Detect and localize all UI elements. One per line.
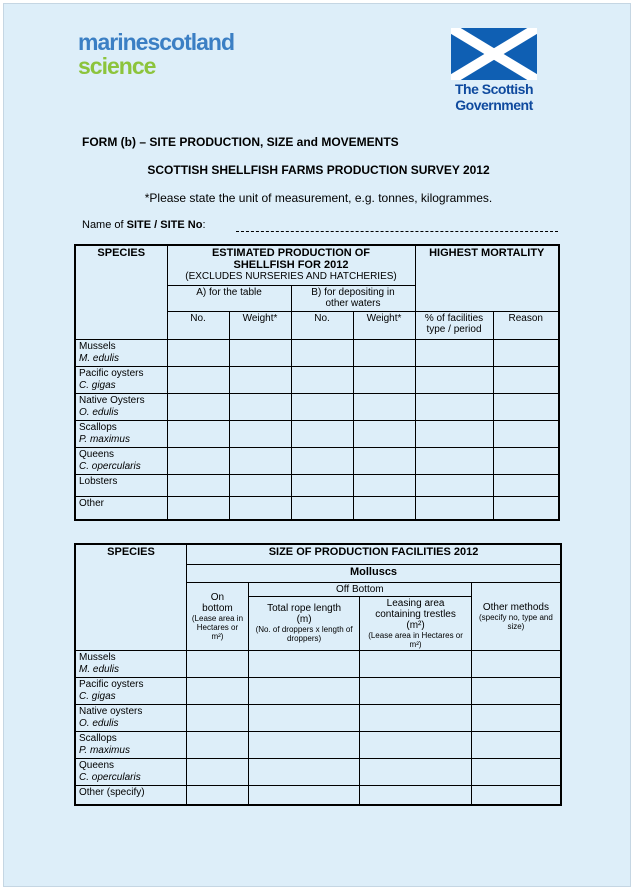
col-reason: Reason (493, 311, 559, 339)
leasing-line2: containing trestles (375, 608, 456, 620)
species-common: Mussels (79, 340, 116, 352)
input-cell[interactable] (187, 704, 249, 731)
species-cell (75, 758, 187, 785)
on-bottom-line2: bottom (202, 602, 233, 614)
input-cell[interactable] (291, 420, 353, 447)
species-latin: C. opercularis (79, 460, 141, 472)
input-cell[interactable] (415, 339, 493, 366)
input-cell[interactable] (229, 339, 291, 366)
species-cell (75, 447, 167, 474)
site-name-field[interactable] (236, 231, 558, 232)
input-cell[interactable] (471, 758, 561, 785)
input-cell[interactable] (471, 785, 561, 805)
species-cell (75, 785, 187, 805)
species-common: Lobsters (79, 475, 118, 487)
gov-name-line2: Government (455, 97, 533, 113)
other-methods-note: (specify no, type and size) (478, 612, 553, 631)
other-methods-line1: Other methods (482, 601, 549, 613)
species-cell (75, 677, 187, 704)
input-cell[interactable] (415, 366, 493, 393)
mortality-header: HIGHEST MORTALITY (415, 245, 559, 311)
table-row (75, 758, 561, 785)
logo-word-scotland: scotland (147, 29, 235, 55)
input-cell[interactable] (167, 496, 229, 520)
species-common: Native Oysters (79, 394, 145, 406)
species-common: Queens (79, 759, 115, 771)
off-bottom-header: Off Bottom (248, 582, 471, 596)
input-cell[interactable] (291, 393, 353, 420)
species-common: Other (specify) (79, 786, 145, 798)
species-latin: P. maximus (79, 744, 130, 756)
size-header: SIZE OF PRODUCTION FACILITIES 2012 (187, 544, 561, 564)
table-row (75, 474, 559, 496)
input-cell[interactable] (291, 496, 353, 520)
input-cell[interactable] (360, 704, 472, 731)
rope-note: (No. of droppers x length of droppers) (255, 625, 353, 643)
input-cell[interactable] (415, 496, 493, 520)
input-cell[interactable] (493, 339, 559, 366)
input-cell[interactable] (248, 677, 359, 704)
input-cell[interactable] (167, 339, 229, 366)
input-cell[interactable] (471, 677, 561, 704)
production-table (74, 244, 560, 521)
species-latin: C. gigas (79, 690, 116, 702)
species-common: Queens (79, 448, 115, 460)
saltire-flag-icon (451, 28, 537, 80)
rope-line2: (m) (296, 614, 312, 625)
input-cell[interactable] (167, 474, 229, 496)
input-cell[interactable] (229, 474, 291, 496)
species-cell (75, 496, 167, 520)
input-cell[interactable] (229, 420, 291, 447)
col-facilities-line2: type / period (426, 323, 482, 335)
input-cell[interactable] (493, 447, 559, 474)
input-cell[interactable] (353, 339, 415, 366)
col-no-b: No. (291, 311, 353, 339)
species-cell (75, 474, 167, 496)
input-cell[interactable] (471, 731, 561, 758)
site-label-bold: SITE / SITE No (126, 219, 203, 231)
unit-note: *Please state the unit of measurement, e.g. tonnes, kilogrammes. (144, 191, 493, 205)
input-cell[interactable] (187, 650, 249, 677)
species-header: SPECIES (75, 245, 167, 339)
table-row (75, 366, 559, 393)
table-row (75, 496, 559, 520)
input-cell[interactable] (353, 366, 415, 393)
input-cell[interactable] (229, 447, 291, 474)
rope-length-header (248, 596, 359, 650)
marine-scotland-logo (78, 30, 234, 78)
input-cell[interactable] (353, 393, 415, 420)
survey-title: SCOTTISH SHELLFISH FARMS PRODUCTION SURVEY 2012 (147, 163, 490, 177)
input-cell[interactable] (291, 366, 353, 393)
input-cell[interactable] (291, 474, 353, 496)
leasing-line3: (m²) (406, 619, 425, 631)
species-latin: O. edulis (79, 406, 119, 418)
species-cell (75, 650, 187, 677)
other-methods-header (471, 582, 561, 650)
for-depositing-line1: B) for depositing in (311, 286, 395, 298)
leasing-line1: Leasing area (386, 597, 445, 609)
input-cell[interactable] (187, 758, 249, 785)
input-cell[interactable] (493, 366, 559, 393)
facilities-table (74, 543, 562, 806)
input-cell[interactable] (415, 420, 493, 447)
input-cell[interactable] (248, 650, 359, 677)
input-cell[interactable] (248, 731, 359, 758)
logo-word-science: science (78, 53, 156, 79)
species-common: Scallops (79, 732, 117, 744)
input-cell[interactable] (360, 677, 472, 704)
table-row (75, 339, 559, 366)
table-row (75, 704, 561, 731)
table-row (75, 785, 561, 805)
input-cell[interactable] (167, 420, 229, 447)
species-latin: M. edulis (79, 352, 120, 364)
input-cell[interactable] (167, 393, 229, 420)
input-cell[interactable] (229, 496, 291, 520)
species-common: Native oysters (79, 705, 143, 717)
input-cell[interactable] (360, 758, 472, 785)
molluscs-header: Molluscs (187, 564, 561, 582)
input-cell[interactable] (360, 731, 472, 758)
production-header-line1: ESTIMATED PRODUCTION OF (211, 247, 371, 259)
input-cell[interactable] (248, 704, 359, 731)
input-cell[interactable] (360, 650, 472, 677)
species-latin: O. edulis (79, 717, 119, 729)
logo-word-marine: marine (78, 29, 148, 55)
species-common: Pacific oysters (79, 367, 144, 379)
species-cell (75, 420, 167, 447)
species-cell (75, 339, 167, 366)
gov-name-line1: The Scottish (454, 81, 533, 97)
input-cell[interactable] (353, 474, 415, 496)
input-cell[interactable] (187, 785, 249, 805)
input-cell[interactable] (353, 496, 415, 520)
species-common: Mussels (79, 651, 116, 663)
rope-line1: Total rope length (267, 603, 342, 614)
leasing-area-header (360, 596, 472, 650)
species-cell (75, 704, 187, 731)
table-row (75, 677, 561, 704)
input-cell[interactable] (291, 339, 353, 366)
input-cell[interactable] (353, 420, 415, 447)
production-header-line2: SHELLFISH FOR 2012 (233, 259, 349, 271)
input-cell[interactable] (493, 393, 559, 420)
species-header-2: SPECIES (75, 544, 187, 650)
col-facilities (415, 311, 493, 339)
on-bottom-line1: On (210, 591, 225, 603)
input-cell[interactable] (493, 420, 559, 447)
input-cell[interactable] (415, 447, 493, 474)
input-cell[interactable] (248, 758, 359, 785)
form-title: FORM (b) – SITE PRODUCTION, SIZE and MOVEMENTS (82, 135, 399, 149)
table-row (75, 650, 561, 677)
on-bottom-header (187, 582, 249, 650)
for-depositing-header (291, 285, 415, 311)
input-cell[interactable] (229, 366, 291, 393)
input-cell[interactable] (360, 785, 472, 805)
input-cell[interactable] (187, 677, 249, 704)
input-cell[interactable] (353, 447, 415, 474)
input-cell[interactable] (291, 447, 353, 474)
col-weight-a: Weight* (229, 311, 291, 339)
species-common: Pacific oysters (79, 678, 144, 690)
input-cell[interactable] (167, 447, 229, 474)
for-depositing-line2: other waters (325, 297, 381, 309)
site-label (82, 219, 206, 231)
input-cell[interactable] (493, 496, 559, 520)
table-row (75, 393, 559, 420)
for-table-header: A) for the table (167, 285, 291, 311)
species-cell (75, 731, 187, 758)
input-cell[interactable] (493, 474, 559, 496)
on-bottom-note: (Lease area in Hectares or m²) (191, 613, 244, 641)
input-cell[interactable] (187, 731, 249, 758)
species-cell (75, 393, 167, 420)
col-facilities-line1: % of facilities (424, 312, 484, 324)
species-cell (75, 366, 167, 393)
species-latin: C. opercularis (79, 771, 141, 783)
input-cell[interactable] (471, 704, 561, 731)
col-weight-b: Weight* (353, 311, 415, 339)
species-latin: C. gigas (79, 379, 116, 391)
table-row (75, 447, 559, 474)
input-cell[interactable] (415, 474, 493, 496)
site-label-suffix: : (202, 219, 206, 231)
species-common: Scallops (79, 421, 117, 433)
input-cell[interactable] (167, 366, 229, 393)
table-row (75, 731, 561, 758)
input-cell[interactable] (248, 785, 359, 805)
site-label-prefix: Name of (82, 219, 127, 231)
input-cell[interactable] (229, 393, 291, 420)
scottish-government-logo (449, 28, 539, 112)
col-no-a: No. (167, 311, 229, 339)
species-latin: P. maximus (79, 433, 130, 445)
production-header (167, 245, 415, 285)
input-cell[interactable] (415, 393, 493, 420)
species-latin: M. edulis (79, 663, 120, 675)
input-cell[interactable] (471, 650, 561, 677)
leasing-note: (Lease area in Hectares or m²) (368, 630, 463, 649)
species-common: Other (79, 497, 105, 509)
production-subheader: (EXCLUDES NURSERIES AND HATCHERIES) (185, 271, 397, 282)
table-row (75, 420, 559, 447)
